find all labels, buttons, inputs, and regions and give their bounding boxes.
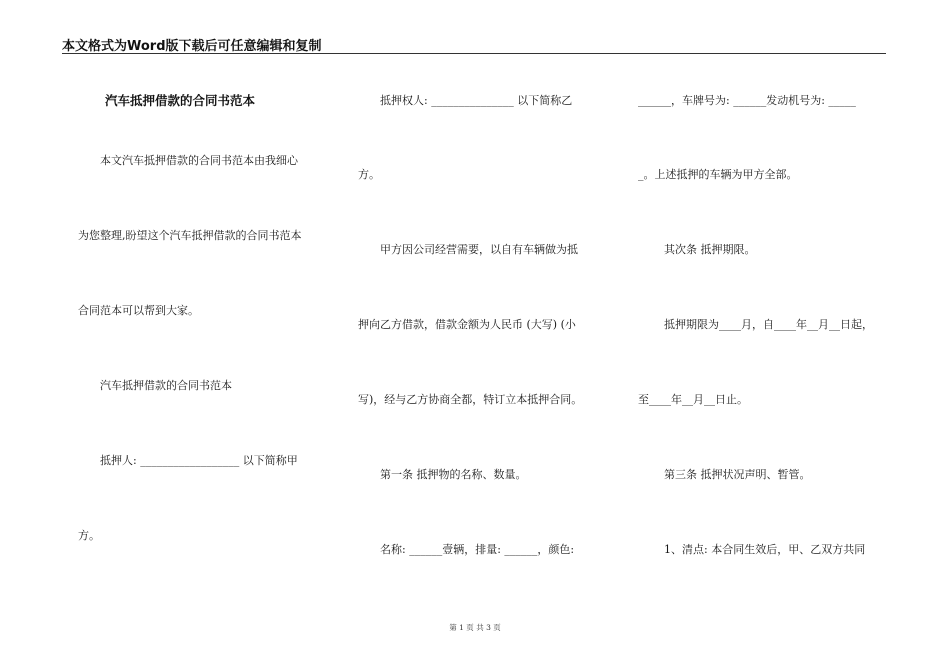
section-heading: 其次条 抵押期限。	[664, 243, 756, 256]
section-heading: 第一条 抵押物的名称、数量。	[380, 468, 527, 481]
text-line: 押向乙方借款，借款金额为人民币 (大写) (小	[358, 318, 576, 331]
text-line: 合同范本可以帮到大家。	[78, 304, 199, 317]
header-text: 本文格式为Word版下载后可任意编辑和复制	[62, 39, 322, 54]
text-line: 写)，经与乙方协商全都，特订立本抵押合同。	[358, 393, 583, 406]
text-line: 为您整理,盼望这个汽车抵押借款的合同书范本	[78, 229, 302, 242]
section-heading: 汽车抵押借款的合同书范本	[100, 379, 232, 392]
text-line: 方。	[358, 168, 380, 181]
text-line: 1、清点: 本合同生效后，甲、乙双方共同	[664, 543, 866, 556]
page-number: 第 1 页 共 3 页	[449, 623, 501, 632]
text-line: 至____年__月__日止。	[638, 393, 748, 406]
page-header	[62, 33, 886, 54]
text-line: 本文汽车抵押借款的合同书范本由我细心	[100, 154, 298, 167]
text-line: 抵押权人: _______________ 以下简称乙	[380, 94, 573, 107]
text-line: 方。	[78, 529, 100, 542]
text-line: 抵押期限为____月，自____年__月__日起，	[664, 318, 873, 331]
text-line: ______，车牌号为: ______发动机号为: _____	[638, 94, 856, 107]
text-line: 名称: ______壹辆，排量: ______，颜色:	[380, 543, 575, 556]
section-heading: 第三条 抵押状况声明、暂管。	[664, 468, 811, 481]
text-line: 抵押人: __________________ 以下简称甲	[100, 454, 298, 467]
document-title: 汽车抵押借款的合同书范本	[105, 93, 256, 108]
text-line: _。上述抵押的车辆为甲方全部。	[638, 168, 798, 181]
text-line: 甲方因公司经营需要，以自有车辆做为抵	[380, 243, 578, 256]
